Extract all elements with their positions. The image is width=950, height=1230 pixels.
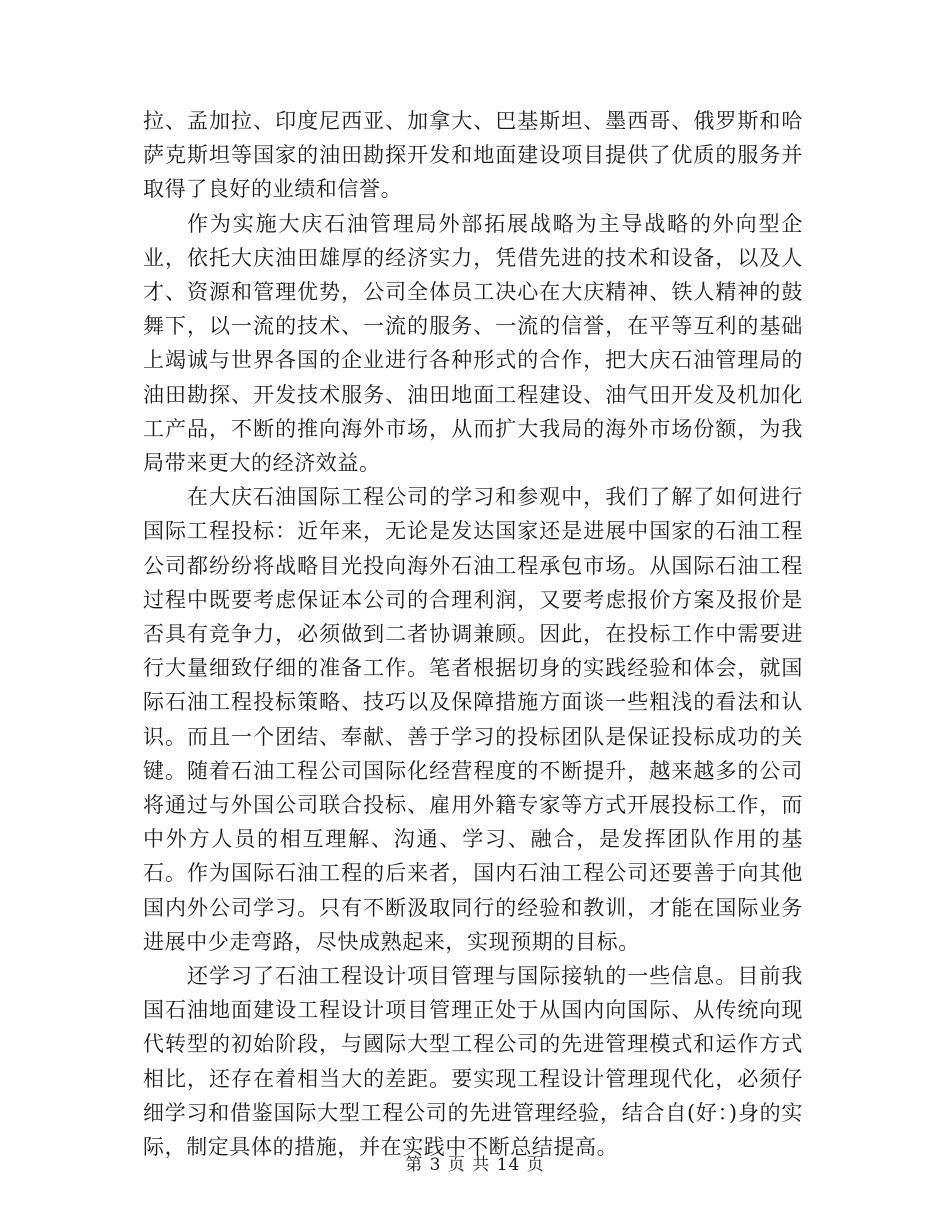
- paragraph-4: 还学习了石油工程设计项目管理与国际接轨的一些信息。目前我国石油地面建设工程设计项目管理正处于从国内向国际、从传统向现代转型的初始阶段，与國际大型工程公司的先进管理模式和运作方式相比，还存在着相当大的差距。要实现工程设计管理现代化，必须仔细学习和借鉴国际大型工程公司的先进管理经验，结合自(好：)身的实际，制定具体的措施，并在实践中不断总结提高。: [143, 964, 803, 1160]
- page-footer: [0, 1150, 950, 1175]
- page-number-label: 第 3 页 共 14 页: [405, 1155, 545, 1175]
- paragraph-3: 在大庆石油国际工程公司的学习和参观中，我们了解了如何进行国际工程投标：近年来，无论是发达国家还是进展中国家的石油工程公司都纷纷将战略目光投向海外石油工程承包市场。从国际石油工程过程中既要考虑保证本公司的合理利润，又要考虑报价方案及报价是否具有竞争力，必须做到二者协调兼顾。因此，在投标工作中需要进行大量细致仔细的准备工作。笔者根据切身的实践经验和体会，就国际石油工程投标策略、技巧以及保障措施方面谈一些粗浅的看法和认识。而且一个团结、奉献、善于学习的投标团队是保证投标成功的关键。随着石油工程公司国际化经营程度的不断提升，越来越多的公司将通过与外国公司联合投标、雇用外籍专家等方式开展投标工作，而中外方人员的相互理解、沟通、学习、融合，是发挥团队作用的基石。作为国际石油工程的后来者，国内石油工程公司还要善于向其他国内外公司学习。只有不断汲取同行的经验和教训，才能在国际业务进展中少走弯路，尽快成熟起来，实现预期的目标。: [143, 485, 803, 954]
- document-body: [143, 104, 803, 1164]
- paragraph-2: 作为实施大庆石油管理局外部拓展战略为主导战略的外向型企业，依托大庆油田雄厚的经济实力，凭借先进的技术和设备，以及人才、资源和管理优势，公司全体员工决心在大庆精神、铁人精神的鼓舞下，以一流的技术、一流的服务、一流的信誉，在平等互利的基础上竭诚与世界各国的企业进行各种形式的合作，把大庆石油管理局的油田勘探、开发技术服务、油田地面工程建设、油气田开发及机加化工产品，不断的推向海外市场，从而扩大我局的海外市场份额，为我局带来更大的经济效益。: [143, 211, 803, 476]
- paragraph-1: 拉、孟加拉、印度尼西亚、加拿大、巴基斯坦、墨西哥、俄罗斯和哈萨克斯坦等国家的油田勘探开发和地面建设项目提供了优质的服务并取得了良好的业绩和信誉。: [143, 109, 803, 202]
